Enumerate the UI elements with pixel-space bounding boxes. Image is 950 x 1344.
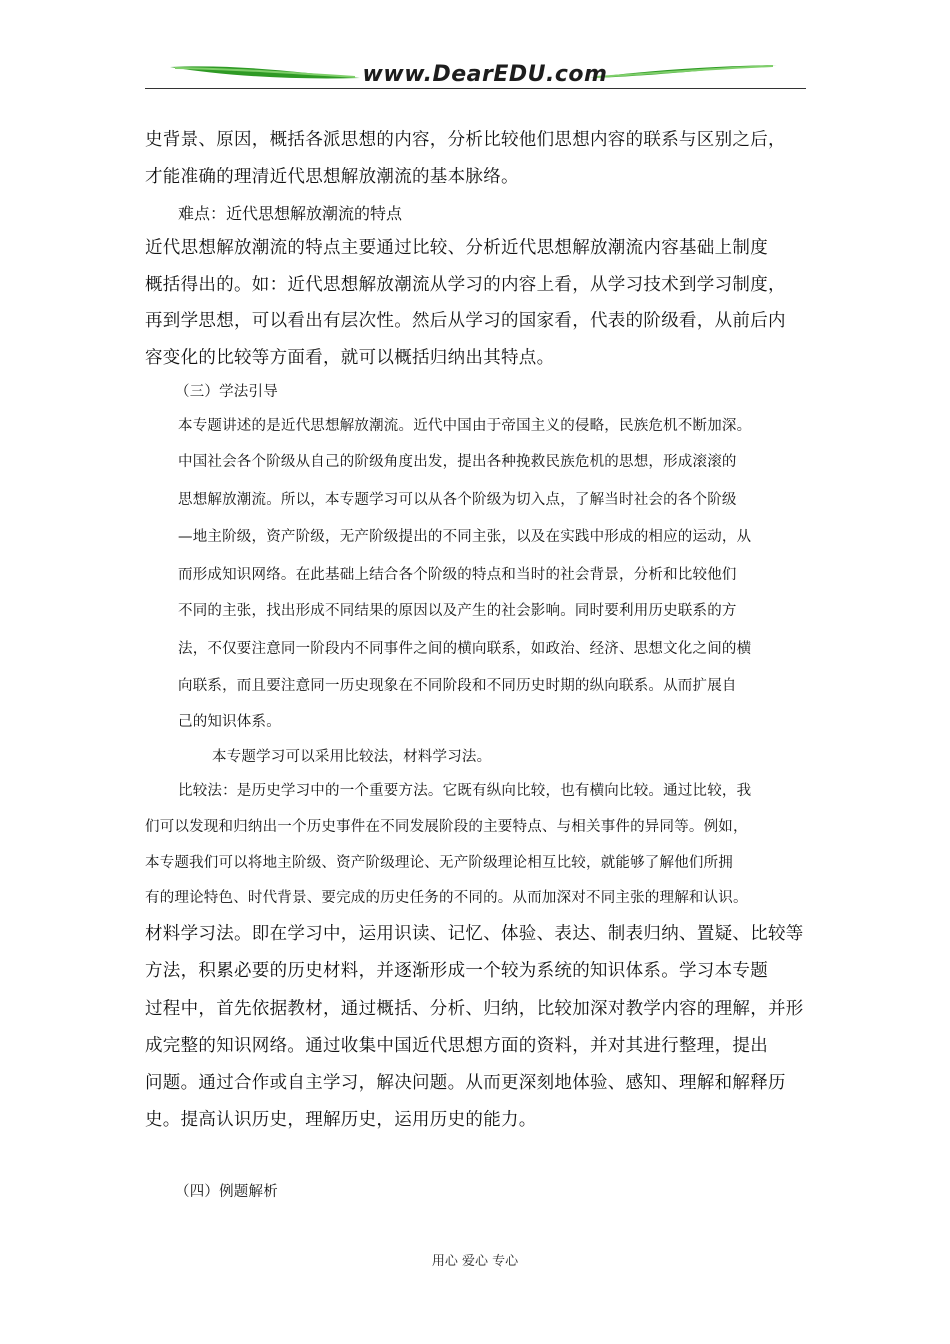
text-line: 思想解放潮流。所以，本专题学习可以从各个阶级为切入点，了解当时社会的各个阶级 — [178, 492, 737, 508]
text-line: 近代思想解放潮流的特点主要通过比较、分析近代思想解放潮流内容基础上制度 — [145, 238, 768, 258]
text-line: 史。提高认识历史，理解历史，运用历史的能力。 — [145, 1110, 537, 1130]
text-line: 方法，积累必要的历史材料，并逐渐形成一个较为系统的知识体系。学习本专题 — [145, 961, 768, 981]
section-heading: 难点：近代思想解放潮流的特点 — [178, 204, 403, 223]
text-line: 本专题我们可以将地主阶级、资产阶级理论、无产阶级理论相互比较，就能够了解他们所拥 — [145, 855, 733, 871]
section-heading: （三）学法引导 — [175, 384, 278, 400]
text-line: 本专题讲述的是近代思想解放潮流。近代中国由于帝国主义的侵略，民族危机不断加深。 — [178, 418, 752, 434]
text-line: 中国社会各个阶级从自己的阶级角度出发，提出各种挽救民族危机的思想，形成滚滚的 — [178, 454, 737, 470]
text-line: 才能准确的理清近代思想解放潮流的基本脉络。 — [145, 167, 519, 187]
text-line: 再到学思想，可以看出有层次性。然后从学习的国家看，代表的阶级看，从前后内 — [145, 311, 786, 331]
text-line: 本专题学习可以采用比较法，材料学习法。 — [212, 749, 492, 765]
text-line: —地主阶级，资产阶级，无产阶级提出的不同主张，以及在实践中形成的相应的运动，从 — [178, 529, 752, 545]
text-line: 有的理论特色、时代背景、要完成的历史任务的不同的。从而加深对不同主张的理解和认识。 — [145, 890, 748, 906]
site-url: www.DearEDU.com — [362, 62, 608, 87]
text-line: 概括得出的。如：近代思想解放潮流从学习的内容上看，从学习技术到学习制度， — [145, 275, 786, 295]
text-line: 容变化的比较等方面看，就可以概括归纳出其特点。 — [145, 348, 555, 368]
text-line: 史背景、原因，概括各派思想的内容，分析比较他们思想内容的联系与区别之后， — [145, 130, 786, 150]
text-line: 而形成知识网络。在此基础上结合各个阶级的特点和当时的社会背景，分析和比较他们 — [178, 567, 737, 583]
section-heading: （四）例题解析 — [175, 1184, 278, 1200]
header-rule — [145, 88, 806, 89]
text-line: 向联系，而且要注意同一历史现象在不同阶段和不同历史时期的纵向联系。从而扩展自 — [178, 678, 737, 694]
text-line: 们可以发现和归纳出一个历史事件在不同发展阶段的主要特点、与相关事件的异同等。例如， — [145, 819, 748, 835]
text-line: 不同的主张，找出形成不同结果的原因以及产生的社会影响。同时要利用历史联系的方 — [178, 603, 737, 619]
text-line: 成完整的知识网络。通过收集中国近代思想方面的资料，并对其进行整理，提出 — [145, 1036, 768, 1056]
text-line: 法，不仅要注意同一阶段内不同事件之间的横向联系，如政治、经济、思想文化之间的横 — [178, 641, 752, 657]
page-header — [145, 58, 806, 92]
text-line: 材料学习法。即在学习中，运用识读、记忆、体验、表达、制表归纳、置疑、比较等 — [145, 924, 804, 944]
text-line: 问题。通过合作或自主学习，解决问题。从而更深刻地体验、感知、理解和解释历 — [145, 1073, 786, 1093]
text-line: 己的知识体系。 — [178, 714, 281, 730]
text-line: 过程中，首先依据教材，通过概括、分析、归纳，比较加深对教学内容的理解，并形 — [145, 999, 804, 1019]
page-footer: 用心 爱心 专心 — [431, 1254, 519, 1269]
text-line: 比较法：是历史学习中的一个重要方法。它既有纵向比较，也有横向比较。通过比较，我 — [178, 783, 752, 799]
